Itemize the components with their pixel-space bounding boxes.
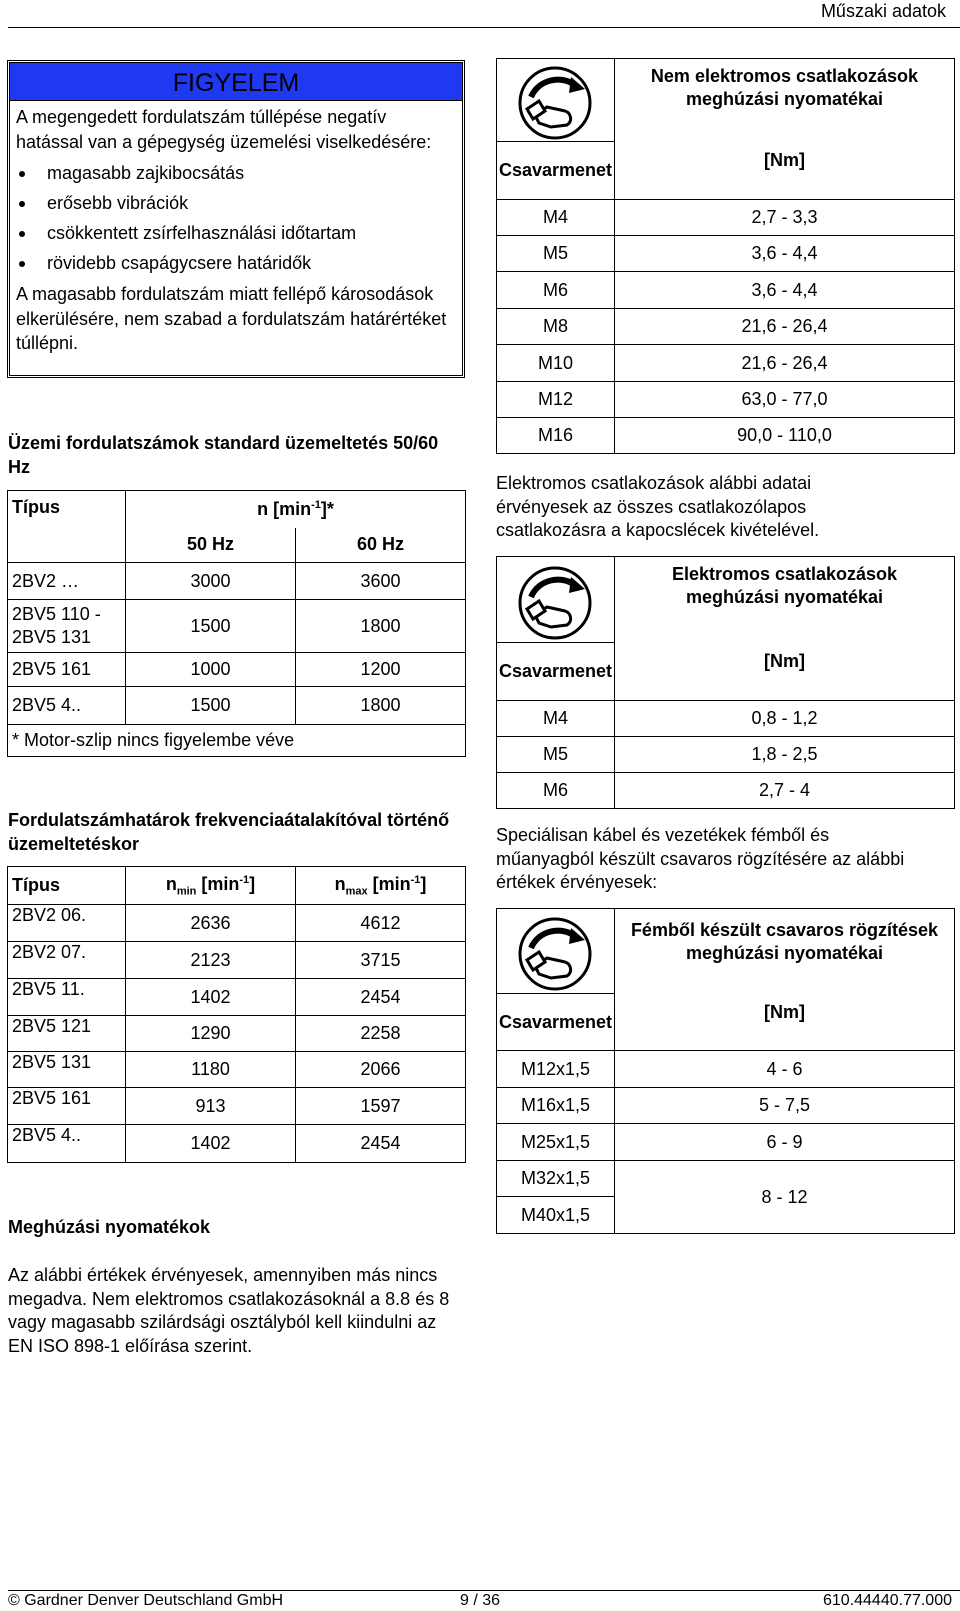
value-cell: 2123 [126,942,296,979]
wrench-icon [517,565,593,641]
limits-heading: Fordulatszámhatárok frekvenciaátalakítóval történő üzemeltetéskor [8,810,450,854]
warning-bullet: magasabb zajkibocsátás [16,158,456,188]
value-cell: 1000 [126,653,296,687]
value-cell: 3,6 - 4,4 [615,272,955,309]
table-row [8,1125,466,1163]
value-cell: 8 - 12 [615,1161,955,1234]
warning-bullet: csökkentett zsírfelhasználási időtartam [16,218,456,248]
footer-page: 9 / 36 [460,1592,501,1609]
value-cell: 1402 [126,1125,296,1163]
speeds-heading: Üzemi fordulatszámok standard üzemeltetés 50/60 Hz [8,433,439,477]
table-row [8,563,466,600]
value-cell: 4612 [296,905,466,942]
thread-cell: M12x1,5 [497,1051,615,1088]
warning-box [7,60,465,378]
speeds-col-60hz: 60 Hz [296,528,466,563]
thread-cell: M25x1,5 [497,1124,615,1161]
metal-note: Speciálisan kábel és vezetékek fémből és műanyagból készült csavaros rögzítésére az alábbi értékek érvényesek: [496,825,905,892]
footer-doc-number: 610.44440.77.000 [822,1592,952,1609]
electric-note: Elektromos csatlakozások alábbi adatai érvényesek az összes csatlakozólapos csatlakozásra a kapocslécek kivételével. [496,473,820,540]
table-row [8,979,466,1016]
value-cell: 4 - 6 [615,1051,955,1088]
warning-bullet: rövidebb csapágycsere határidők [16,248,456,278]
type-cell: 2BV5 161 [8,1088,126,1125]
non-electric-table [496,58,955,454]
non-electric-title: Nem elektromos csatlakozások meghúzási nyomatékai [615,59,955,142]
value-cell: 1597 [296,1088,466,1125]
non-electric-col-unit: [Nm] [615,142,955,200]
table-row [497,773,955,809]
table-row [8,905,466,942]
thread-cell: M32x1,5 [497,1161,615,1197]
type-cell: 2BV5 121 [8,1016,126,1052]
table-row [8,687,466,725]
warning-outro: A magasabb fordulatszám miatt fellépő károsodások elkerülésére, nem szabad a fordulatszám határértéket túllépni. [16,284,447,353]
type-cell: 2BV5 4.. [8,687,126,725]
type-cell: 2BV2 07. [8,942,126,979]
value-cell: 913 [126,1088,296,1125]
wrench-icon-cell [497,59,615,142]
header-divider [8,27,960,28]
table-row [497,236,955,272]
value-cell: 3715 [296,942,466,979]
wrench-icon [517,65,593,141]
electric-col-thread: Csavarmenet [497,643,615,701]
table-row [497,382,955,418]
value-cell: 0,8 - 1,2 [615,701,955,737]
value-cell: 3600 [296,563,466,600]
wrench-icon [517,916,593,992]
type-cell: 2BV5 110 - 2BV5 131 [8,600,126,653]
table-row [497,309,955,345]
table-row [8,1016,466,1052]
thread-cell: M12 [497,382,615,418]
table-row [8,600,466,653]
value-cell: 90,0 - 110,0 [615,418,955,454]
page-header-title: Műszaki adatok [820,1,946,21]
metal-title: Fémből készült csavaros rögzítések meghúzási nyomatékai [615,909,955,994]
table-row [497,418,955,454]
value-cell: 2454 [296,979,466,1016]
thread-cell: M5 [497,737,615,773]
thread-cell: M16x1,5 [497,1088,615,1124]
value-cell: 2,7 - 4 [615,773,955,809]
value-cell: 1402 [126,979,296,1016]
value-cell: 5 - 7,5 [615,1088,955,1124]
value-cell: 2454 [296,1125,466,1163]
value-cell: 1800 [296,600,466,653]
electric-col-unit: [Nm] [615,643,955,701]
warning-title: FIGYELEM [10,63,462,101]
torque-text: Az alábbi értékek érvényesek, amennyiben más nincs megadva. Nem elektromos csatlakozásoknál a 8.8 és 8 vagy magasabb szilárdsági osztályból kell kiindulni az EN ISO 898-1 előírása szerint. [8,1265,450,1356]
table-row [497,737,955,773]
footer-company: © Gardner Denver Deutschland GmbH [8,1592,284,1609]
limits-col-min: $n_{min}$ $[\min^{-1}]$ [126,867,296,905]
thread-cell: M40x1,5 [497,1197,615,1234]
torque-heading: Meghúzási nyomatékok [8,1217,211,1237]
value-cell: 1,8 - 2,5 [615,737,955,773]
limits-col-type: Típus [8,867,126,905]
value-cell: 1500 [126,600,296,653]
type-cell: 2BV5 4.. [8,1125,126,1163]
limits-col-max: $n_{max}$ $[\min^{-1}]$ [296,867,466,905]
table-row [497,1161,955,1197]
value-cell: 1290 [126,1016,296,1052]
speeds-col-type: Típus [8,491,126,563]
wrench-icon-cell [497,557,615,643]
warning-intro: A megengedett fordulatszám túllépése negatív hatással van a gépegység üzemelési viselkedésére: [16,107,432,152]
type-cell: 2BV5 131 [8,1052,126,1088]
thread-cell: M10 [497,345,615,382]
value-cell: 1500 [126,687,296,725]
table-row [497,1124,955,1161]
thread-cell: M6 [497,773,615,809]
table-row [8,942,466,979]
value-cell: 2066 [296,1052,466,1088]
table-row [497,1051,955,1088]
metal-col-unit: [Nm] [615,994,955,1051]
table-row [8,653,466,687]
footer-divider [8,1590,960,1591]
value-cell: 1200 [296,653,466,687]
thread-cell: M6 [497,272,615,309]
thread-cell: M16 [497,418,615,454]
value-cell: 6 - 9 [615,1124,955,1161]
value-cell: 3,6 - 4,4 [615,236,955,272]
speeds-col-50hz: 50 Hz [126,528,296,563]
table-row [497,701,955,737]
type-cell: 2BV2 … [8,563,126,600]
thread-cell: M8 [497,309,615,345]
table-row [8,1088,466,1125]
value-cell: 1800 [296,687,466,725]
value-cell: 1180 [126,1052,296,1088]
metal-table [496,908,955,1234]
type-cell: 2BV2 06. [8,905,126,942]
value-cell: 63,0 - 77,0 [615,382,955,418]
thread-cell: M4 [497,701,615,737]
limits-table [7,866,466,1163]
value-cell: 21,6 - 26,4 [615,345,955,382]
warning-bullet-list [16,158,456,278]
table-row [497,200,955,236]
metal-col-thread: Csavarmenet [497,994,615,1051]
speeds-col-n: n $[\min^{-1}]*$ [126,491,466,528]
wrench-icon-cell [497,909,615,994]
electric-title: Elektromos csatlakozások meghúzási nyomatékai [615,557,955,643]
electric-table [496,556,955,809]
warning-bullet: erősebb vibrációk [16,188,456,218]
value-cell: 2636 [126,905,296,942]
thread-cell: M4 [497,200,615,236]
type-cell: 2BV5 11. [8,979,126,1016]
type-cell: 2BV5 161 [8,653,126,687]
value-cell: 2,7 - 3,3 [615,200,955,236]
value-cell: 3000 [126,563,296,600]
table-row [497,1088,955,1124]
table-row [497,345,955,382]
table-row [497,272,955,309]
non-electric-col-thread: Csavarmenet [497,142,615,200]
value-cell: 21,6 - 26,4 [615,309,955,345]
thread-cell: M5 [497,236,615,272]
speeds-table [7,490,466,757]
table-row [8,1052,466,1088]
value-cell: 2258 [296,1016,466,1052]
speeds-footnote: * Motor-szlip nincs figyelembe véve [8,725,466,757]
